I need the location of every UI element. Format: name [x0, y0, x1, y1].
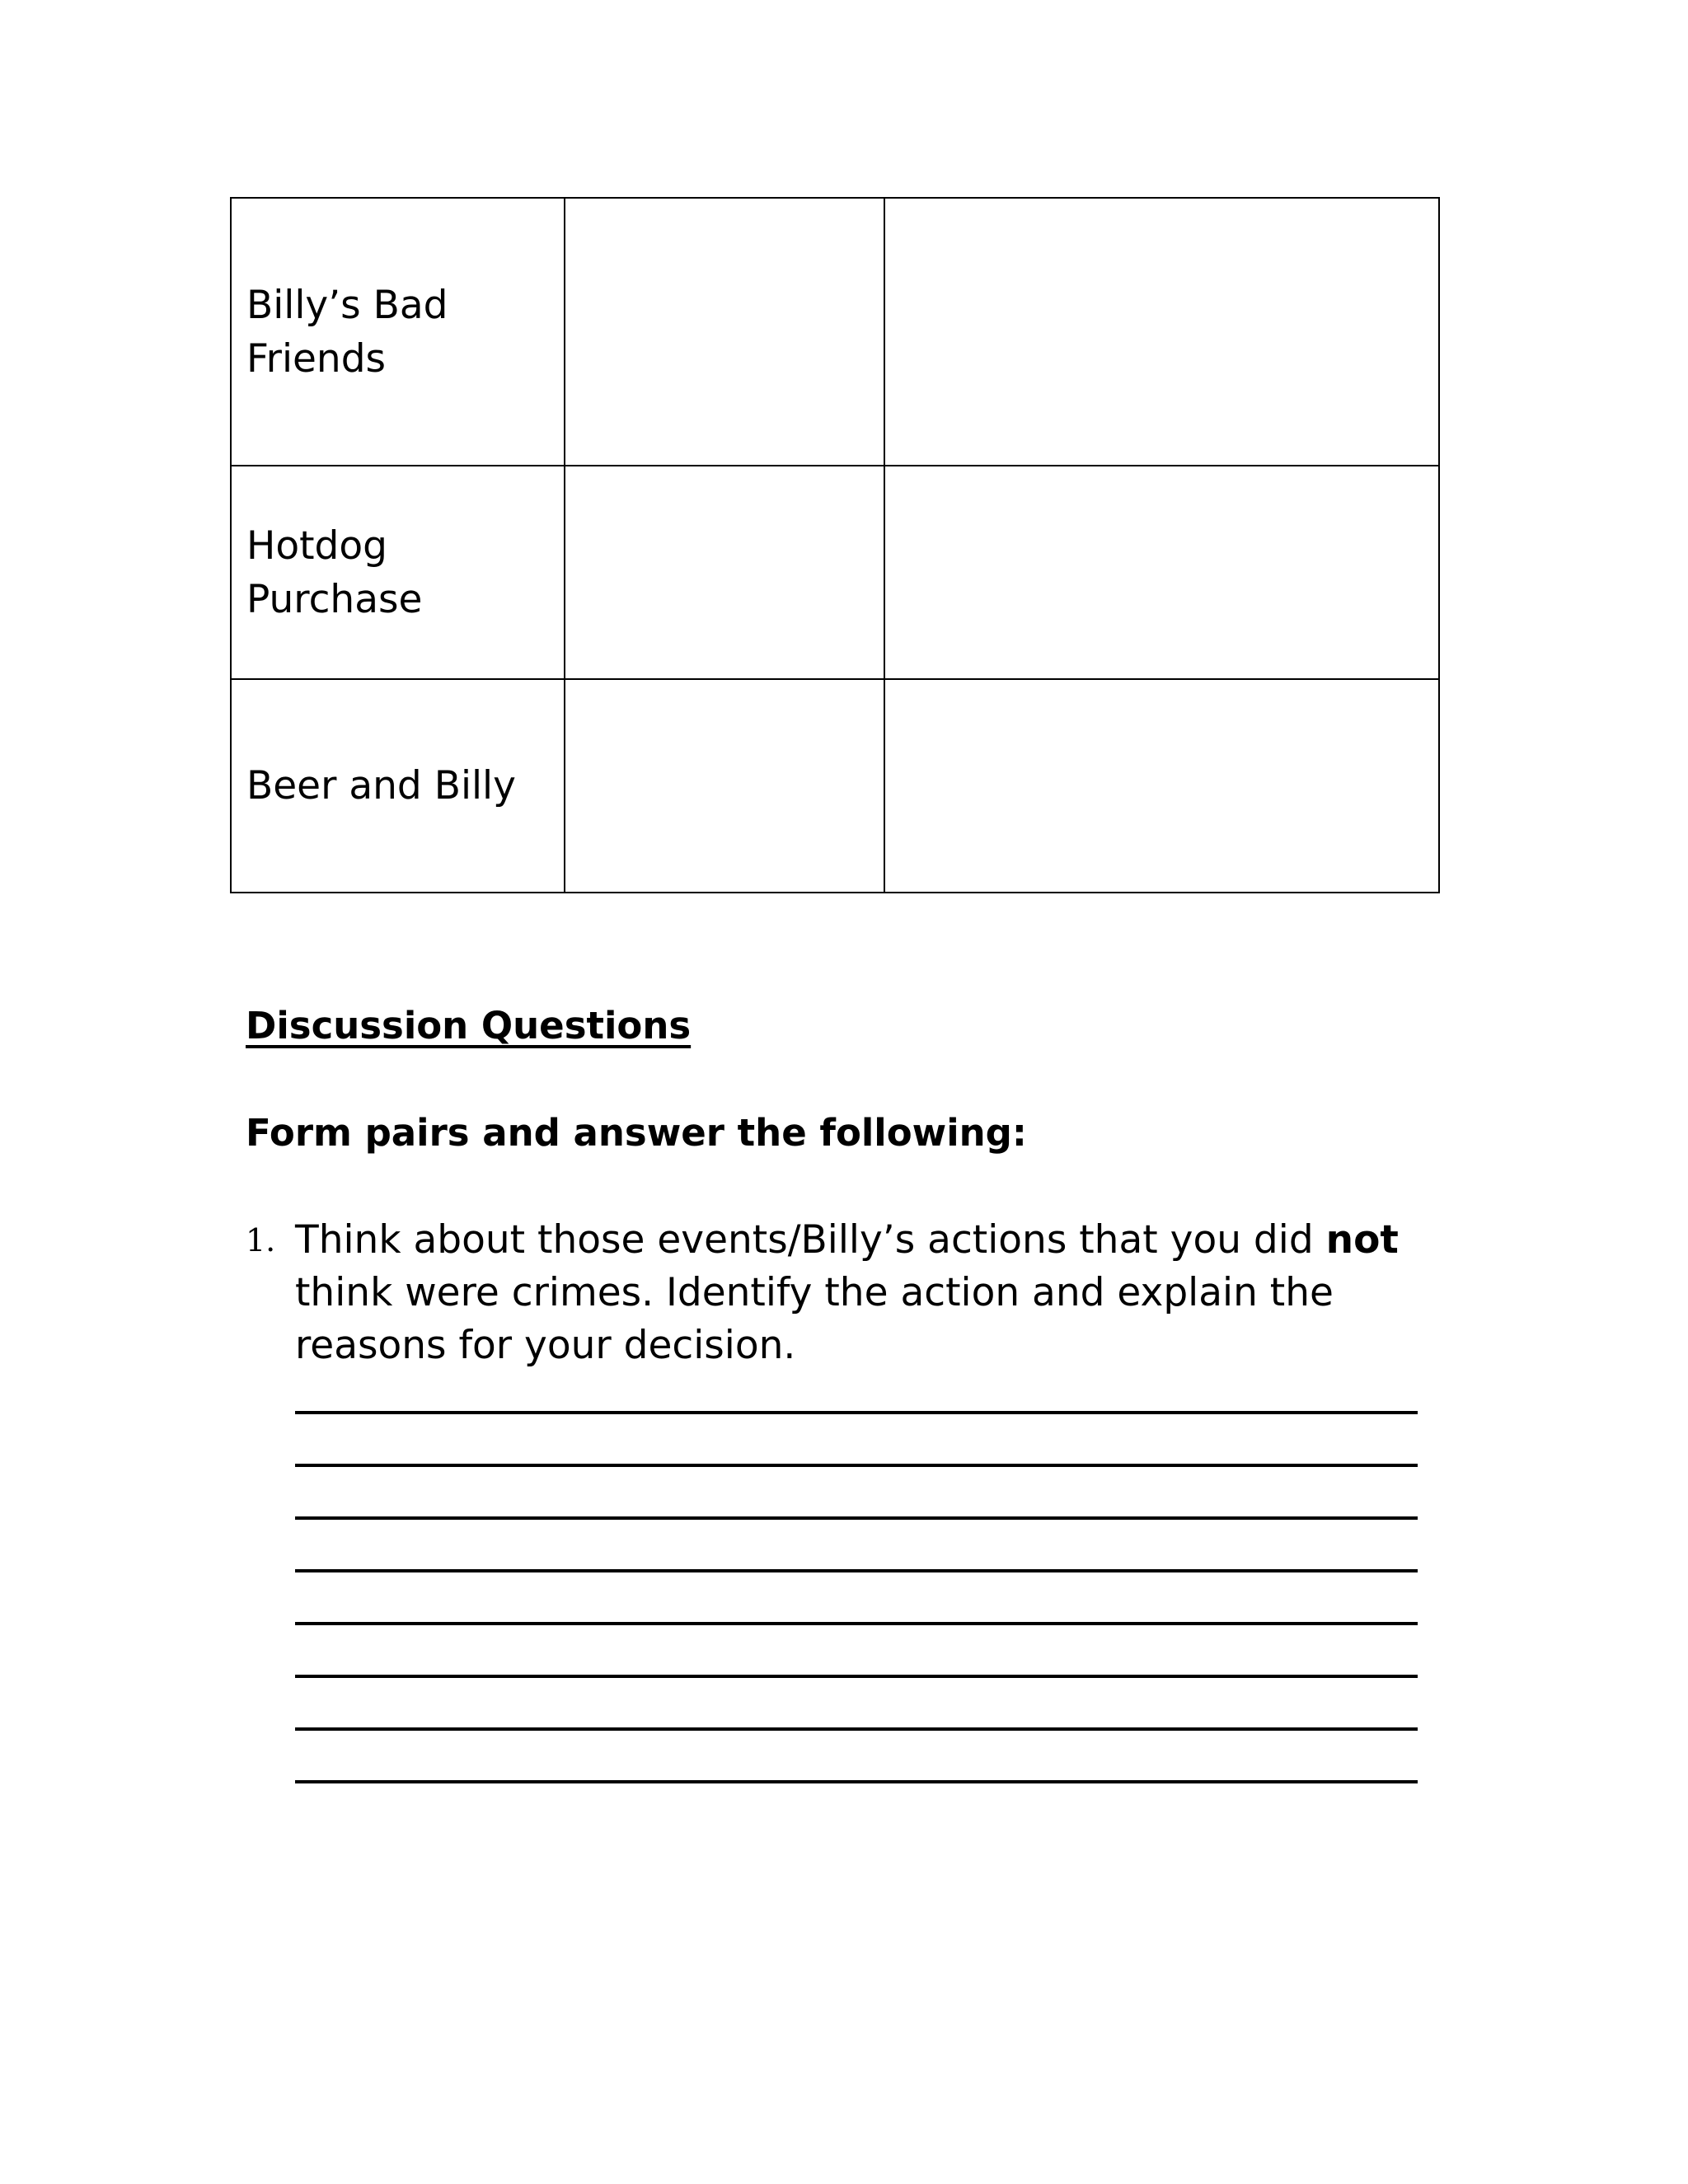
- answer-cell[interactable]: [884, 679, 1439, 893]
- answer-lines: [295, 1411, 1418, 1833]
- question-text-part: Think about those events/Billy’s actions that you did: [295, 1217, 1326, 1263]
- table-row: [231, 198, 1439, 466]
- table-row: [231, 466, 1439, 679]
- event-label: Beer and Billy: [246, 763, 516, 808]
- answer-cell[interactable]: [565, 679, 884, 893]
- answer-cell[interactable]: [565, 466, 884, 679]
- question-emphasis: not: [1325, 1217, 1399, 1263]
- answer-line[interactable]: [295, 1780, 1418, 1783]
- event-cell: [231, 466, 565, 679]
- event-cell: [231, 198, 565, 466]
- answer-line[interactable]: [295, 1516, 1418, 1520]
- event-label: Billy’s Bad Friends: [246, 282, 448, 382]
- answer-line[interactable]: [295, 1675, 1418, 1678]
- question-item: [246, 1214, 1432, 1372]
- answer-cell[interactable]: [884, 466, 1439, 679]
- question-number: 1.: [246, 1222, 276, 1258]
- answer-line[interactable]: [295, 1411, 1418, 1414]
- instruction-text: Form pairs and answer the following:: [246, 1111, 1027, 1155]
- answer-cell[interactable]: [565, 198, 884, 466]
- answer-line[interactable]: [295, 1622, 1418, 1625]
- question-text-part: think were crimes. Identify the action and explain the reasons for your decision.: [295, 1270, 1334, 1368]
- event-label: Hotdog Purchase: [246, 523, 423, 622]
- answer-line[interactable]: [295, 1727, 1418, 1731]
- events-table: [230, 197, 1440, 893]
- event-cell: [231, 679, 565, 893]
- answer-cell[interactable]: [884, 198, 1439, 466]
- table-row: [231, 679, 1439, 893]
- question-text: [295, 1214, 1432, 1372]
- section-heading: Discussion Questions: [246, 1004, 692, 1047]
- answer-line[interactable]: [295, 1569, 1418, 1572]
- answer-line[interactable]: [295, 1464, 1418, 1467]
